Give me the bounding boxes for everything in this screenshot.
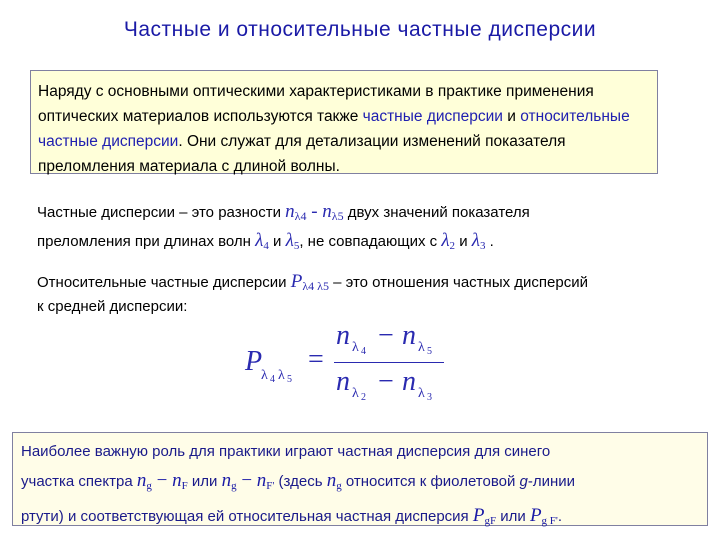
intro-term-relative: относительные частные дисперсии xyxy=(38,108,630,150)
note-sub-gF: gF xyxy=(484,515,497,527)
def1-text-d: , не совпадающих с xyxy=(299,233,442,250)
note-P-2: P xyxy=(529,505,542,526)
formula-den-index-3: 3 xyxy=(427,392,432,403)
def1-lambda-4: λ xyxy=(255,230,264,251)
formula-den-lambda-2: λ xyxy=(418,386,425,401)
note-n-3: n xyxy=(221,470,232,491)
def1-end: . xyxy=(485,233,494,250)
note-text-e: -линии xyxy=(527,473,576,490)
formula-fraction-bar xyxy=(334,362,444,363)
def1-text-b: двух значений показателя xyxy=(343,204,530,221)
note-sub-F: F xyxy=(181,480,188,492)
note-text-f: ртути) и соответствующая ей относительная частная дисперсия xyxy=(21,508,473,525)
note-n-5: n xyxy=(326,470,337,491)
def1-minus: - xyxy=(306,201,323,222)
def1-index-3: 3 xyxy=(480,240,486,252)
note-sub-gFp: g F' xyxy=(541,515,558,527)
note-sub-Fp: F' xyxy=(266,480,275,492)
definition-partial-line2 xyxy=(37,227,494,260)
note-text-d: относится к фиолетовой xyxy=(341,473,520,490)
def2-text-a: Относительные частные дисперсии xyxy=(37,274,291,291)
note-g-line: g xyxy=(519,473,528,490)
formula-P-lambda-b: λ xyxy=(278,368,285,383)
note-sub-g-1: g xyxy=(146,480,152,492)
def1-and-1: и xyxy=(268,233,286,250)
note-text-c: (здесь xyxy=(274,473,327,490)
def1-index-4: 4 xyxy=(263,240,269,252)
def1-index-2: 2 xyxy=(449,240,456,252)
note-n-4: n xyxy=(256,470,267,491)
def1-and-2: и xyxy=(455,233,472,250)
def2-sub: λ4 λ5 xyxy=(302,279,329,293)
def1-n-a: n xyxy=(285,201,295,222)
def1-index-5: 5 xyxy=(293,240,300,252)
formula-den-n2: n xyxy=(402,366,416,397)
formula-num-lambda-1: λ xyxy=(352,340,359,355)
formula-num-index-5: 5 xyxy=(427,346,432,357)
note-line1: Наиболее важную роль для практики играют частная дисперсия для синего xyxy=(21,443,551,460)
def1-text-a: Частные дисперсии – это разности xyxy=(37,204,286,221)
intro-text-5: . Они служат для детализации изменений показателя преломления материала с длиной волны. xyxy=(38,133,566,175)
intro-text-1: Наряду с основными оптическими характеристиками в практике применения оптических материалов используются также xyxy=(38,83,594,125)
formula-den-minus: − xyxy=(378,366,394,397)
note-end: . xyxy=(557,508,563,525)
note-box xyxy=(12,432,708,526)
note-minus-1: − xyxy=(151,470,173,491)
def1-n-b: n xyxy=(322,201,332,222)
note-line2 xyxy=(21,466,699,501)
note-line3 xyxy=(21,501,699,536)
def1-lambda-3: λ xyxy=(471,230,480,251)
relative-dispersion-formula xyxy=(240,322,460,422)
formula-den-lambda-1: λ xyxy=(352,386,359,401)
def2-text-b: – это отношения частных дисперсий xyxy=(328,274,588,291)
intro-box xyxy=(30,70,658,174)
formula-den-n1: n xyxy=(336,366,350,397)
definition-partial-line1 xyxy=(37,198,530,230)
def2-P: P xyxy=(290,271,303,292)
formula-num-lambda-2: λ xyxy=(418,340,425,355)
intro-term-partial: частные дисперсии xyxy=(362,108,503,125)
note-text-b: участка спектра xyxy=(21,473,137,490)
def1-text-c: преломления при длинах волн xyxy=(37,233,256,250)
note-n-2: n xyxy=(172,470,182,491)
formula-P-index-4: 4 xyxy=(270,374,275,385)
def1-lambda-5: λ xyxy=(285,230,294,251)
formula-den-index-2: 2 xyxy=(361,392,366,403)
note-P-1: P xyxy=(472,505,485,526)
formula-num-minus: − xyxy=(378,320,394,351)
def1-sub-l4: λ4 xyxy=(294,209,307,223)
formula-num-n1: n xyxy=(336,320,350,351)
formula-P-lambda-a: λ xyxy=(261,368,268,383)
note-minus-2: − xyxy=(236,470,257,491)
def1-sub-l5: λ5 xyxy=(331,209,344,223)
note-n-1: n xyxy=(136,470,147,491)
def1-lambda-2: λ xyxy=(441,230,450,251)
formula-num-index-4: 4 xyxy=(361,346,366,357)
note-sub-g-3: g xyxy=(336,480,342,492)
formula-num-n2: n xyxy=(402,320,416,351)
note-or-2: или xyxy=(496,508,530,525)
formula-P: P xyxy=(245,346,263,377)
note-or-1: или xyxy=(187,473,222,490)
definition-relative-line2: к средней дисперсии: xyxy=(37,298,188,315)
formula-equals: = xyxy=(308,344,324,375)
slide-title: Частные и относительные частные дисперсии xyxy=(123,18,597,41)
formula-P-index-5: 5 xyxy=(287,374,292,385)
intro-text-3: и xyxy=(502,108,521,125)
note-sub-g-2: g xyxy=(231,480,237,492)
